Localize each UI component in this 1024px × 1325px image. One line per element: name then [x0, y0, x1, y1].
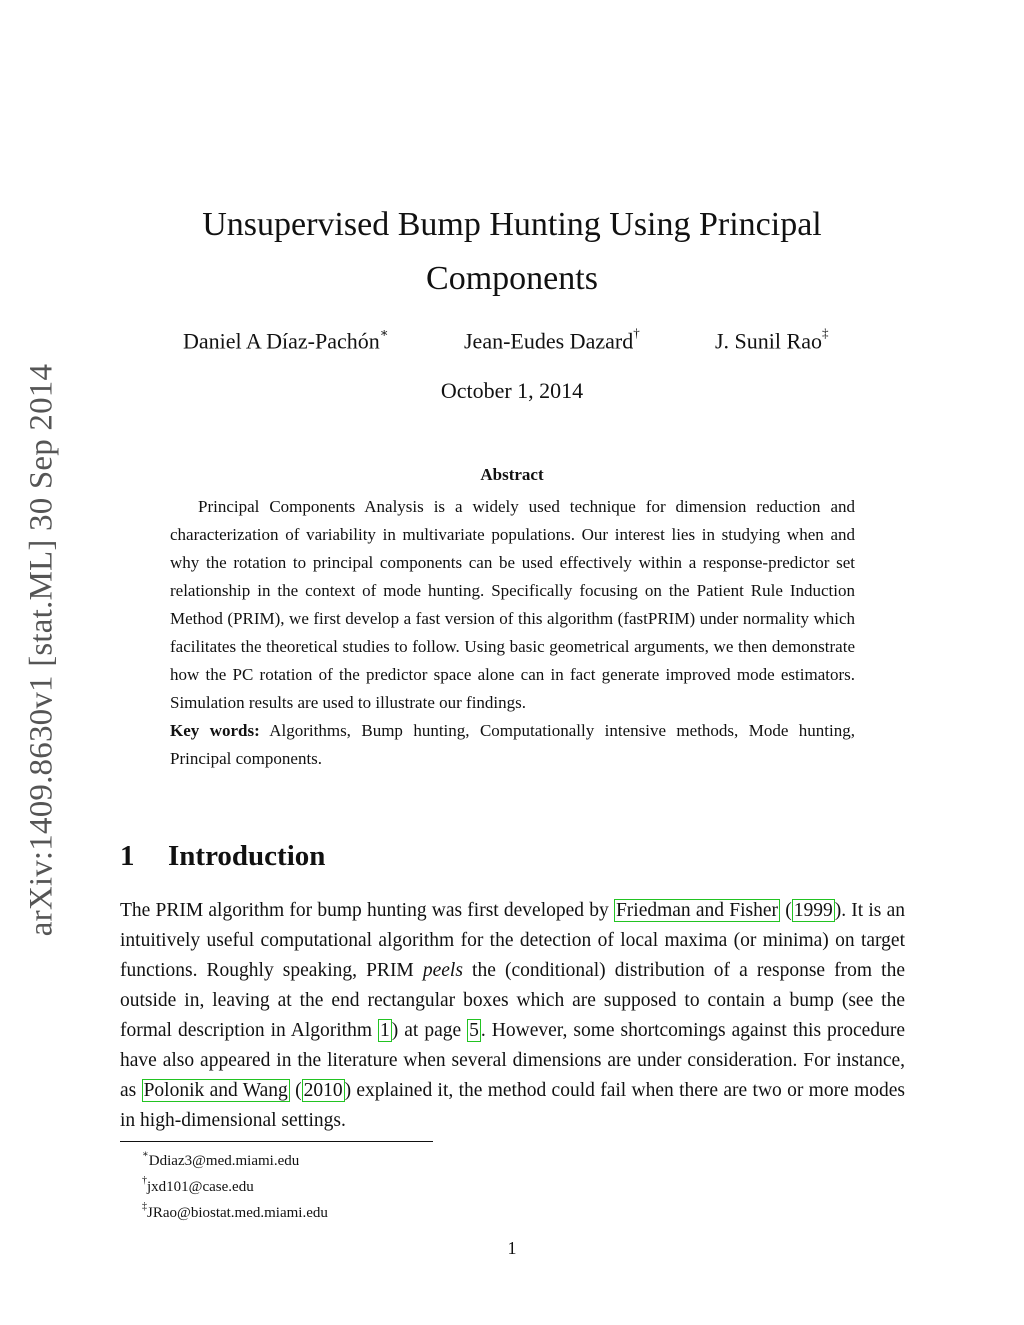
author-list	[0, 325, 1024, 358]
paper-title: Unsupervised Bump Hunting Using Principal Components	[202, 206, 822, 297]
author-2	[464, 325, 640, 354]
citation-year-link-1999[interactable]: 1999	[793, 900, 833, 921]
section-title: Introduction	[168, 840, 326, 872]
page-reference-link[interactable]: 5	[469, 1020, 479, 1041]
citation-link-friedman-fisher[interactable]: Friedman and Fisher	[615, 900, 778, 921]
intro-text: ) at page	[391, 1020, 468, 1041]
publication-date: October 1, 2014	[440, 378, 584, 403]
citation-year-link-2010[interactable]: 2010	[303, 1080, 343, 1101]
footnote	[142, 1198, 328, 1224]
intro-text: ) explained it, the method could fail when there are two or more modes in high-dimensional settings.	[120, 1080, 905, 1131]
keywords-label: Key words:	[170, 721, 260, 740]
intro-text: the (conditional) distribution of a response from the outside in, leaving at the end rectangular boxes which are supposed to contain a bump (see the formal description in Algorithm	[120, 960, 906, 1041]
footnote-email: jxd101@case.edu	[147, 1179, 254, 1195]
footnote-mark: ‡	[142, 1201, 147, 1212]
footnote-mark: †	[142, 1175, 147, 1186]
author-1	[183, 325, 389, 354]
author-footnote-mark[interactable]: ∗	[379, 325, 389, 340]
author-footnote-mark[interactable]: ‡	[821, 325, 829, 340]
footnote	[142, 1146, 328, 1172]
abstract	[170, 493, 855, 773]
arxiv-identifier-stamp: arXiv:1409.8630v1 [stat.ML] 30 Sep 2014	[23, 363, 60, 937]
introduction-paragraph	[120, 896, 905, 1136]
author-footnote-mark[interactable]: †	[633, 325, 640, 340]
footnote-email: Ddiaz3@med.miami.edu	[148, 1153, 300, 1169]
keywords	[170, 717, 855, 773]
abstract-body: Principal Components Analysis is a widely used technique for dimension reduction and characterization of variability in multivariate populations. Our interest lies in studying when and why the rotation to principal components can be used effectively within a response-predictor set relationship in the context of mode hunting. Specifically focusing on the Patient Rule Induction Method (PRIM), we first develop a fast version of this algorithm (fastPRIM) under normality which facilitates the theoretical studies to follow. Using basic geometrical arguments, we then demonstrate how the PC rotation of the predictor space alone can in fact generate improved mode estimators. Simulation results are used to illustrate our findings.	[170, 497, 855, 712]
author-name: Daniel A Díaz-Pachón	[183, 328, 380, 354]
author-name: Jean-Eudes Dazard	[464, 328, 634, 354]
intro-text: . However, some shortcomings against this procedure have also appeared in the literature when several dimensions are under consideration. For instance, as	[120, 1020, 905, 1101]
author-name: J. Sunil Rao	[715, 328, 822, 354]
algorithm-reference-link[interactable]: 1	[380, 1020, 390, 1041]
footnote	[142, 1172, 328, 1198]
footnote-mark: ∗	[142, 1149, 149, 1160]
section-number: 1	[120, 840, 135, 872]
author-3	[715, 325, 829, 354]
section-heading	[120, 840, 325, 873]
intro-text: (	[289, 1080, 302, 1101]
page-number: 1	[507, 1238, 517, 1258]
keywords-list: Algorithms, Bump hunting, Computationally intensive methods, Mode hunting, Principal components.	[170, 721, 855, 768]
intro-text: ). It is an intuitively useful computational algorithm for the detection of local maxima (or minima) on target functions. Roughly speaking, PRIM	[120, 900, 905, 981]
footnote-separator	[120, 1141, 433, 1142]
abstract-heading: Abstract	[480, 465, 544, 484]
footnotes	[142, 1146, 328, 1224]
intro-text: (	[780, 900, 792, 921]
footnote-email: JRao@biostat.med.miami.edu	[147, 1205, 328, 1221]
citation-link-polonik-wang[interactable]: Polonik and Wang	[143, 1080, 288, 1101]
emphasis-peels: peels	[422, 960, 463, 981]
intro-text: The PRIM algorithm for bump hunting was first developed by	[120, 900, 614, 921]
